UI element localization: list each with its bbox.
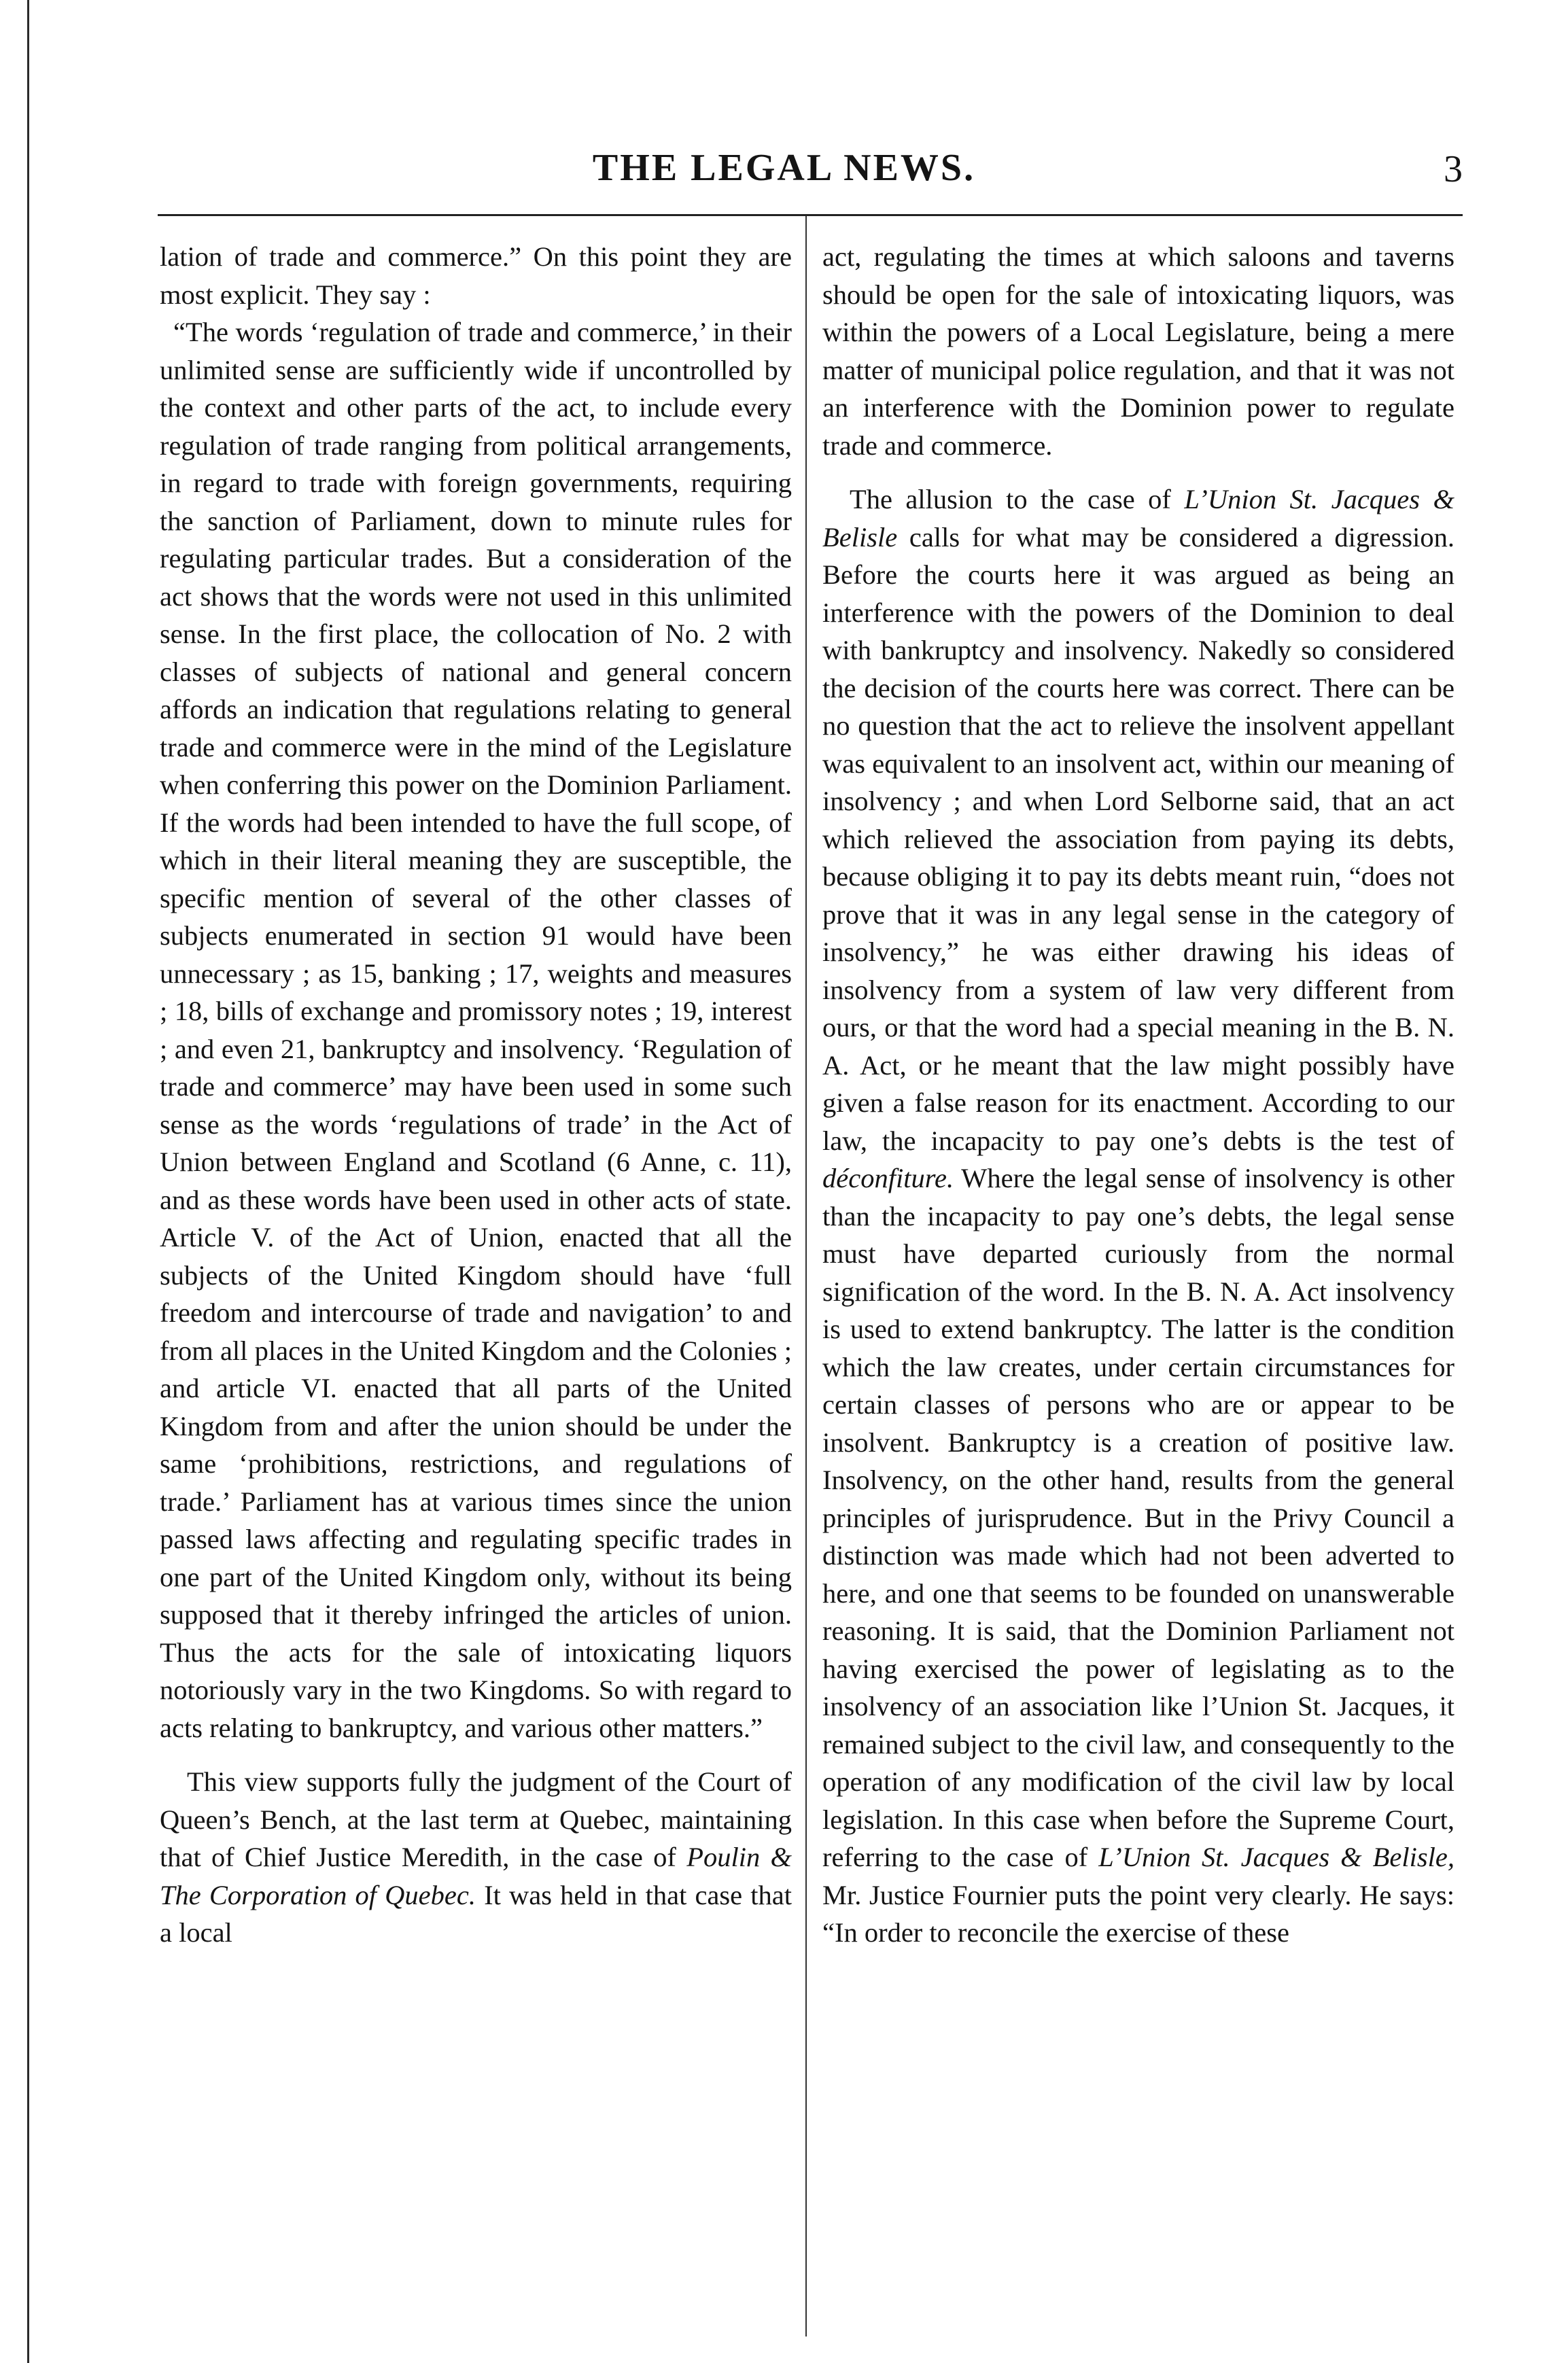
text-run: calls for what may be considered a digression. Before the courts here it was argued as being an interference with the powers of the Dominion to deal with bankruptcy and insolvency. Nakedly so considered the decision of the courts here was correct. There can be no question that the act to relieve the insolvent appellant was equivalent to an insolvent act, within our meaning of insolvency ; and when Lord Selborne said, that an act which relieved the association from paying its debts, because obliging it to pay its debts meant ruin, “does not prove that it was in any legal sense in the category of insolvency,” he was either drawing his ideas of insolvency from a system of law very different from ours, or that the word had a special meaning in the B. N. A. Act, or he meant that the law might possibly have given a false reason for its enactment. According to our law, the incapacity to pay one’s debts is the test of [822, 521, 1454, 1156]
left-paragraph-3 [160, 1763, 792, 1952]
column-divider [805, 216, 807, 2336]
case-citation: Poulin & The Corporation of Quebec. [160, 1842, 792, 1910]
case-citation: L’Union St. Jacques & Belisle [822, 484, 1454, 553]
page-number: 3 [1444, 148, 1463, 190]
text-run: It was held in that case that a local [160, 1879, 792, 1948]
text-run: The allusion to the case of [850, 484, 1185, 514]
header-rule [158, 214, 1463, 216]
case-citation: L’Union St. Jacques & Belisle, [1098, 1842, 1454, 1872]
running-header [0, 146, 1568, 200]
right-paragraph-2 [822, 480, 1454, 1952]
text-run: This view supports fully the judgment of the Court of Queen’s Bench, at the last term at Quebec, maintaining that of Chief Justice Meredith, in the case of [160, 1766, 792, 1872]
left-column [160, 238, 792, 1952]
left-paragraph-1: lation of trade and commerce.” On this point they are most explicit. They say : [160, 241, 792, 310]
privy-council-quotation: “The words ‘regulation of trade and commerce,’ in their unlimited sense are sufficiently wide if uncontrolled by the context and other parts of the act, to include every regulation of trade ranging from political arrangements, in regard to trade with foreign governments, requiring the sanction of Parliament, down to minute rules for regulating particular trades. But a consideration of the act shows that the words were not used in this unlimited sense. In the first place, the collocation of No. 2 with classes of subjects of national and general concern affords an indication that regulations relating to general trade and commerce were in the mind of the Legislature when conferring this power on the Dominion Parliament. If the words had been intended to have the full scope, of which in their literal meaning they are susceptible, the specific mention of several of the other classes of subjects enumerated in section 91 would have been unnecessary ; as 15, banking ; 17, weights and measures ; 18, bills of exchange and promissory notes ; 19, interest ; and even 21, bankruptcy and insolvency. ‘Regulation of trade and commerce’ may have been used in some such sense as the words ‘regulations of trade’ in the Act of Union between England and Scotland (6 Anne, c. 11), and as these words have been used in other acts of state. Article V. of the Act of Union, enacted that all the subjects of the United Kingdom should have ‘full freedom and intercourse of trade and navigation’ to and from all places in the United Kingdom and the Colonies ; and article VI. enacted that all parts of the United Kingdom from and after the union should be under the same ‘prohibitions, restrictions, and regulations of trade.’ Parliament has at various times since the union passed laws affecting and regulating specific trades in one part of the United Kingdom only, without its being supposed that it thereby infringed the articles of union. Thus the acts for the sale of intoxicating liquors notoriously vary in the two Kingdoms. So with regard to acts relating to bankruptcy, and various other matters.” [160, 317, 792, 1743]
text-run: Where the legal sense of insolvency is other than the incapacity to pay one’s debts, the legal sense must have departed curiously from the normal signification of the word. In the B. N. A. Act insolvency is used to extend bankruptcy. The latter is the condition which the law creates, under certain circumstances for certain classes of persons who are or appear to be insolvent. Bankruptcy is a creation of positive law. Insolvency, on the other hand, results from the general principles of jurisprudence. But in the Privy Council a distinction was made which had not been adverted to here, and one that seems to be founded on unanswerable reasoning. It is said, that the Dominion Parliament not having exercised the power of legislating as to the insolvency of an association like l’Union St. Jacques, it remained subject to the civil law, and consequently to the operation of any modification of the civil law by local legislation. In this case when before the Supreme Court, referring to the case of [822, 1163, 1454, 1872]
text-run: Mr. Justice Fournier puts the point very clearly. He says: “In order to reconcile the exercise of these [822, 1879, 1454, 1948]
journal-title: THE LEGAL NEWS. [592, 147, 976, 189]
right-column [822, 238, 1454, 1952]
page-margin-line [27, 0, 29, 2363]
legal-term: déconfiture. [822, 1163, 954, 1193]
right-paragraph-1: act, regulating the times at which saloons and taverns should be open for the sale of intoxicating liquors, was within the powers of a Local Legislature, being a mere matter of municipal police regulation, and that it was not an interference with the Dominion power to regulate trade and commerce. [822, 241, 1454, 461]
